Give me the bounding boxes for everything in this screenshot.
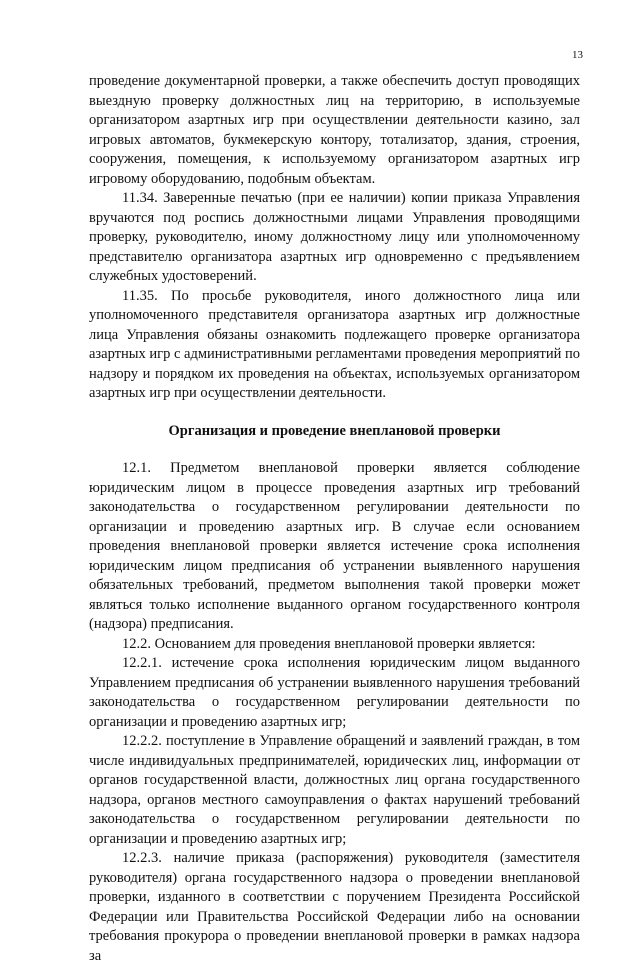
paragraph-12-2-3: 12.2.3. наличие приказа (распоряжения) руководителя (заместителя руководителя) органа государственного надзора о проведении внеплановой проверки, изданного в соответствии с поручением Президента Российской Федерации или Правительства Российской Федерации либо на основании требования прокурора о проведении внеплановой проверки в рамках надзора за — [89, 850, 580, 964]
paragraph-12-1: 12.1. Предметом внеплановой проверки является соблюдение юридическим лицом в процессе проведения азартных игр требований законодательства о государственном регулировании деятельности по организации и проведению азартных игр. В случае если основанием проведения внеплановой проверки является истечение срока исполнения юридическим лицом предписания об устранении выявленного нарушения обязательных требований, предметом выполнения такой проверки может являться только исполнение выданного органом государственного контроля (надзора) предписания. — [89, 460, 580, 632]
document-body — [89, 72, 580, 966]
paragraph-12-2-1: 12.2.1. истечение срока исполнения юридическим лицом выданного Управлением предписания об устранении выявленного нарушения требований законодательства о государственном регулировании деятельности по организации и проведению азартных игр; — [89, 655, 580, 730]
paragraph-12-2: 12.2. Основанием для проведения внеплановой проверки является: — [122, 635, 536, 652]
paragraph-11-35: 11.35. По просьбе руководителя, иного должностного лица или уполномоченного представителя организатора азартных игр должностные лица Управления обязаны ознакомить подлежащего проверке организатора азартных игр с административными регламентами проведения мероприятий по надзору и порядком их проведения на объектах, используемых организатором азартных игр при осуществлении деятельности. — [89, 287, 580, 401]
paragraph-continuation: проведение документарной проверки, а также обеспечить доступ проводящих выездную проверку должностных лиц на территорию, в используемые организатором азартных игр при осуществлении деятельности казино, зал игровых автоматов, букмекерскую контору, тотализатор, здания, строения, сооружения, помещения, к используемому организатором азартных игр игровому оборудованию, подобным объектам. — [89, 73, 580, 187]
page-number: 13 — [572, 49, 583, 61]
paragraph-11-34: 11.34. Заверенные печатью (при ее наличии) копии приказа Управления вручаются под роспись должностными лицами Управления проводящими проверку, руководителю, иному должностному лицу или уполномоченному представителю организатора азартных игр одновременно с предъявлением служебных удостоверений. — [89, 190, 580, 284]
paragraph-12-2-2: 12.2.2. поступление в Управление обращений и заявлений граждан, в том числе индивидуальных предпринимателей, юридических лиц, информации от органов государственной власти, должностных лиц органа государственного надзора, органов местного самоуправления о фактах нарушений требований законодательства о государственном регулировании деятельности по организации и проведению азартных игр; — [89, 733, 580, 847]
section-heading: Организация и проведение внеплановой проверки — [168, 422, 501, 439]
